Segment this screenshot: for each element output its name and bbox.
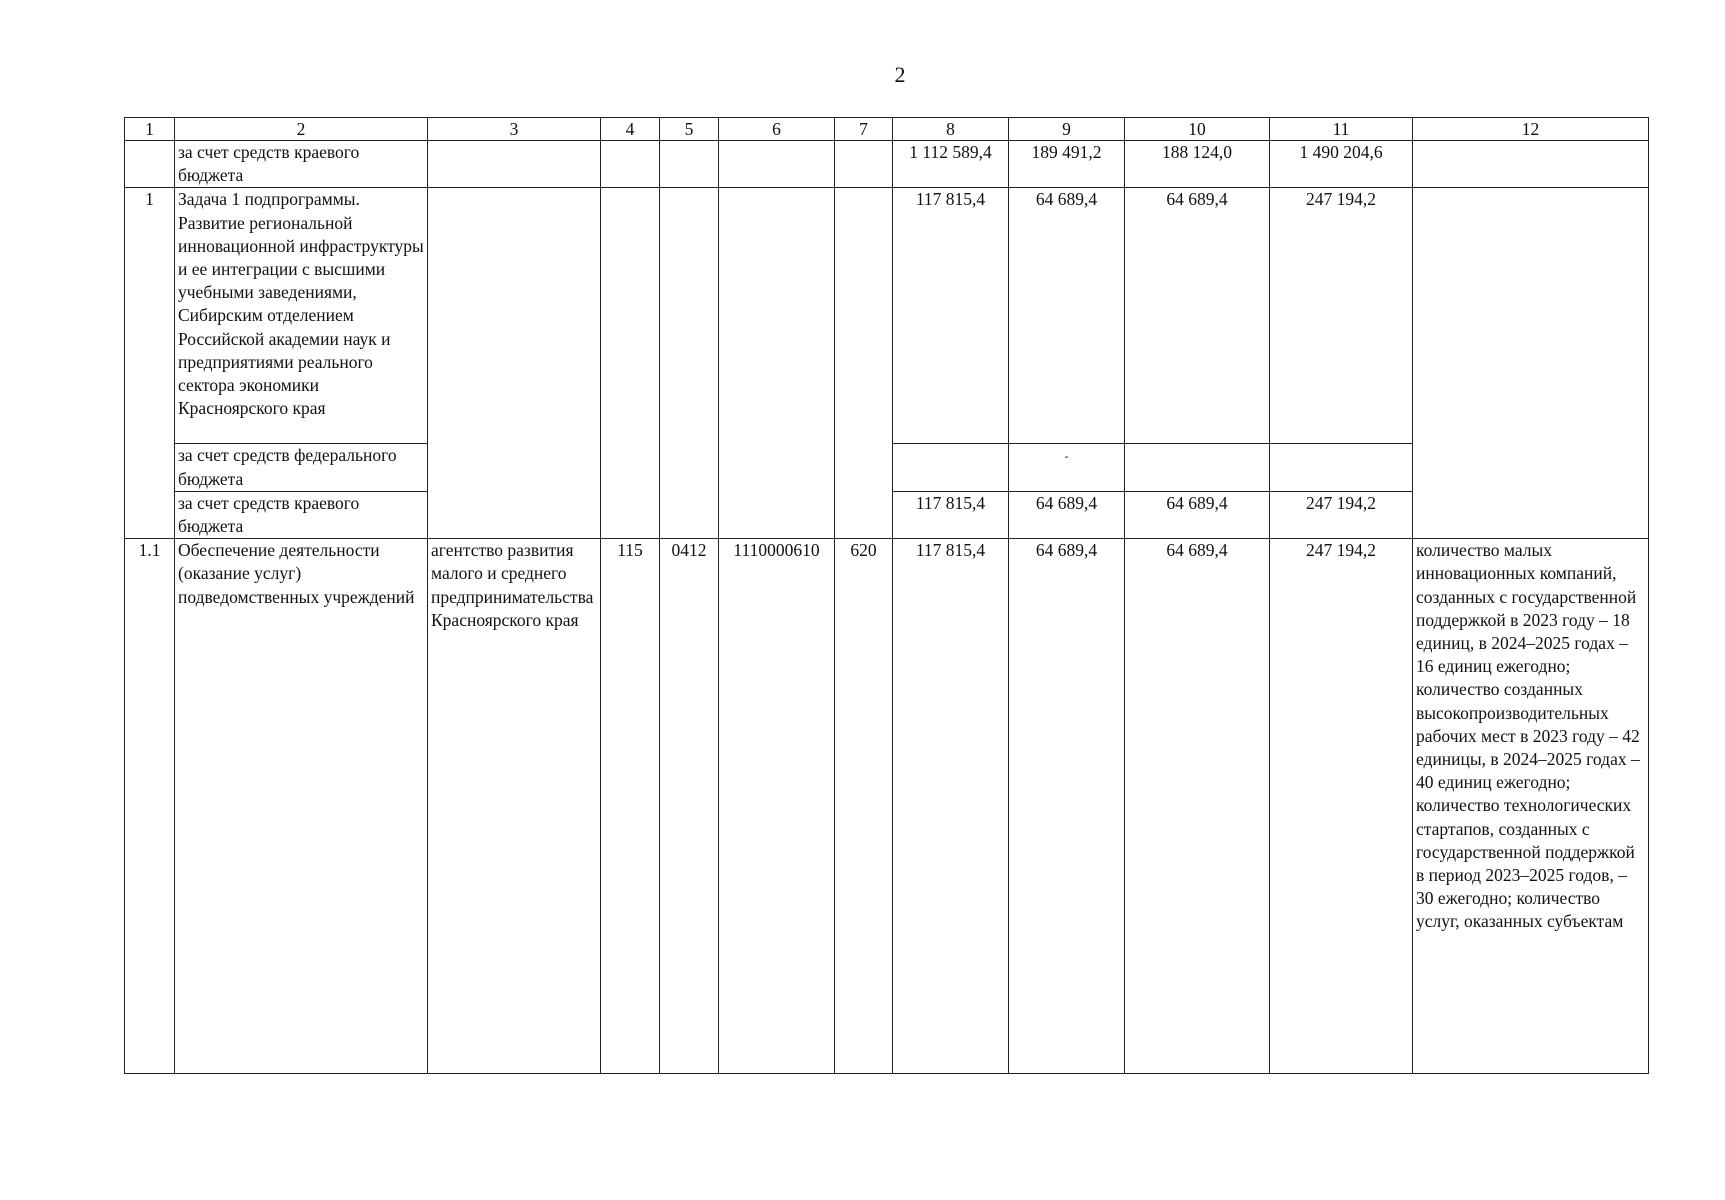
amount-2023: 117 815,4 bbox=[893, 539, 1009, 1074]
amount-2024: 64 689,4 bbox=[1009, 491, 1125, 538]
code-cell bbox=[660, 188, 719, 539]
col-header-10: 10 bbox=[1125, 118, 1270, 141]
empty-value-mark: - bbox=[1064, 449, 1069, 464]
funding-source-label: за счет средств краевого бюджета bbox=[175, 141, 428, 188]
funding-source-label: за счет средств федерального бюджета bbox=[175, 444, 428, 491]
section-code: 0412 bbox=[660, 539, 719, 1074]
expense-type-code: 620 bbox=[835, 539, 893, 1074]
col-header-9: 9 bbox=[1009, 118, 1125, 141]
ministry-code: 115 bbox=[601, 539, 660, 1074]
budget-table bbox=[124, 117, 1649, 1074]
amount-2023: 117 815,4 bbox=[893, 188, 1009, 444]
table-row bbox=[125, 141, 1649, 188]
col-header-11: 11 bbox=[1270, 118, 1413, 141]
col-header-7: 7 bbox=[835, 118, 893, 141]
col-header-8: 8 bbox=[893, 118, 1009, 141]
table-row bbox=[125, 539, 1649, 1074]
amount-total: 1 490 204,6 bbox=[1270, 141, 1413, 188]
col-header-3: 3 bbox=[428, 118, 601, 141]
page-number: 2 bbox=[894, 62, 906, 87]
amount-total bbox=[1270, 444, 1413, 491]
col-header-5: 5 bbox=[660, 118, 719, 141]
code-cell bbox=[835, 188, 893, 539]
task-title: Задача 1 подпрограммы. Развитие региональной инновационной инфраструктуры и ее интеграции с высшими учебными заведениями, Сибирским отделением Российской академии наук и предприятиями реального сектора экономики Красноярского края bbox=[175, 188, 428, 444]
col-header-12: 12 bbox=[1413, 118, 1649, 141]
amount-2024 bbox=[1009, 444, 1125, 491]
code-cell bbox=[601, 188, 660, 539]
amount-2024: 189 491,2 bbox=[1009, 141, 1125, 188]
amount-2023 bbox=[893, 444, 1009, 491]
result-cell bbox=[1413, 188, 1649, 539]
activity-title: Обеспечение деятельности (оказание услуг) подведомственных учреждений bbox=[175, 539, 428, 1074]
col-header-6: 6 bbox=[719, 118, 835, 141]
table-row bbox=[125, 188, 1649, 444]
amount-2023: 117 815,4 bbox=[893, 491, 1009, 538]
code-cell bbox=[660, 141, 719, 188]
amount-total: 247 194,2 bbox=[1270, 539, 1413, 1074]
col-header-2: 2 bbox=[175, 118, 428, 141]
amount-2025 bbox=[1125, 444, 1270, 491]
code-cell bbox=[835, 141, 893, 188]
result-cell bbox=[1413, 141, 1649, 188]
executor-name: агентство развития малого и среднего предпринимательства Красноярского края bbox=[428, 539, 601, 1074]
amount-2023: 1 112 589,4 bbox=[893, 141, 1009, 188]
amount-2024: 64 689,4 bbox=[1009, 539, 1125, 1074]
executor-cell bbox=[428, 141, 601, 188]
amount-2025: 188 124,0 bbox=[1125, 141, 1270, 188]
row-number: 1 bbox=[125, 188, 175, 539]
target-article-code: 1110000610 bbox=[719, 539, 835, 1074]
column-number-row bbox=[125, 118, 1649, 141]
executor-cell bbox=[428, 188, 601, 539]
amount-2025: 64 689,4 bbox=[1125, 188, 1270, 444]
code-cell bbox=[601, 141, 660, 188]
amount-2025: 64 689,4 bbox=[1125, 539, 1270, 1074]
amount-total: 247 194,2 bbox=[1270, 491, 1413, 538]
row-number: 1.1 bbox=[125, 539, 175, 1074]
code-cell bbox=[719, 188, 835, 539]
row-number-cell bbox=[125, 141, 175, 188]
funding-source-label: за счет средств краевого бюджета bbox=[175, 491, 428, 538]
amount-total: 247 194,2 bbox=[1270, 188, 1413, 444]
amount-2024: 64 689,4 bbox=[1009, 188, 1125, 444]
expected-result: количество малых инновационных компаний, созданных с государственной поддержкой в 2023 году – 18 единиц, в 2024–2025 годах – 16 единиц ежегодно; количество созданных высокопроизводительных рабочих мест в 2023 году – 42 единицы, в 2024–2025 годах – 40 единиц ежегодно; количество технологических стартапов, созданных с государственной поддержкой в период 2023–2025 годов, – 30 ежегодно; количество услуг, оказанных субъектам bbox=[1413, 539, 1649, 1074]
amount-2025: 64 689,4 bbox=[1125, 491, 1270, 538]
col-header-1: 1 bbox=[125, 118, 175, 141]
col-header-4: 4 bbox=[601, 118, 660, 141]
code-cell bbox=[719, 141, 835, 188]
